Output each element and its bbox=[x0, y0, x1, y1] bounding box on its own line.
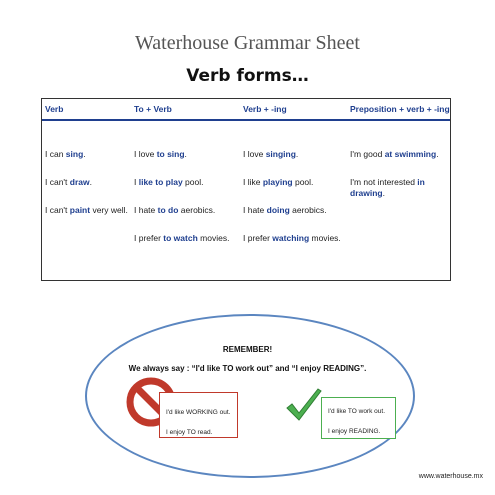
column-header: To + Verb bbox=[134, 104, 172, 114]
wrong-examples-box bbox=[159, 392, 238, 438]
table-cell: I'm not interested in drawing. bbox=[350, 177, 425, 198]
table-cell: I can't draw. bbox=[45, 177, 92, 187]
table-cell: I hate to do aerobics. bbox=[134, 205, 216, 215]
table-cell: I love to sing. bbox=[134, 149, 187, 159]
column-header: Verb bbox=[45, 104, 64, 114]
table-cell: I hate doing aerobics. bbox=[243, 205, 327, 215]
table-cell: I prefer to watch movies. bbox=[134, 233, 230, 243]
right-examples-box bbox=[321, 397, 396, 439]
header-divider bbox=[42, 119, 450, 121]
right-example: I'd like TO work out. bbox=[328, 408, 385, 415]
remember-rule: We always say : “I'd like TO work out” and “I enjoy READING”. bbox=[128, 364, 367, 373]
page-subtitle: Verb forms… bbox=[186, 66, 309, 86]
wrong-example: I'd like WORKING out. bbox=[166, 409, 231, 416]
checkmark-icon bbox=[284, 386, 324, 426]
table-cell: I can't paint very well. bbox=[45, 205, 128, 215]
table-cell: I'm good at swimming. bbox=[350, 149, 439, 159]
table-cell: I prefer watching movies. bbox=[243, 233, 341, 243]
column-header: Preposition + verb + -ing bbox=[350, 104, 450, 114]
table-cell: I like playing pool. bbox=[243, 177, 314, 187]
table-cell: I can sing. bbox=[45, 149, 86, 159]
website-url: www.waterhouse.mx bbox=[418, 473, 483, 480]
table-cell: I love singing. bbox=[243, 149, 299, 159]
column-header: Verb + -ing bbox=[243, 104, 287, 114]
wrong-example: I enjoy TO read. bbox=[166, 429, 213, 436]
right-example: I enjoy READING. bbox=[328, 428, 381, 435]
remember-heading: REMEMBER! bbox=[222, 345, 273, 354]
table-cell: I like to play pool. bbox=[134, 177, 204, 187]
page-title: Waterhouse Grammar Sheet bbox=[135, 32, 360, 54]
verb-forms-table bbox=[41, 98, 451, 281]
